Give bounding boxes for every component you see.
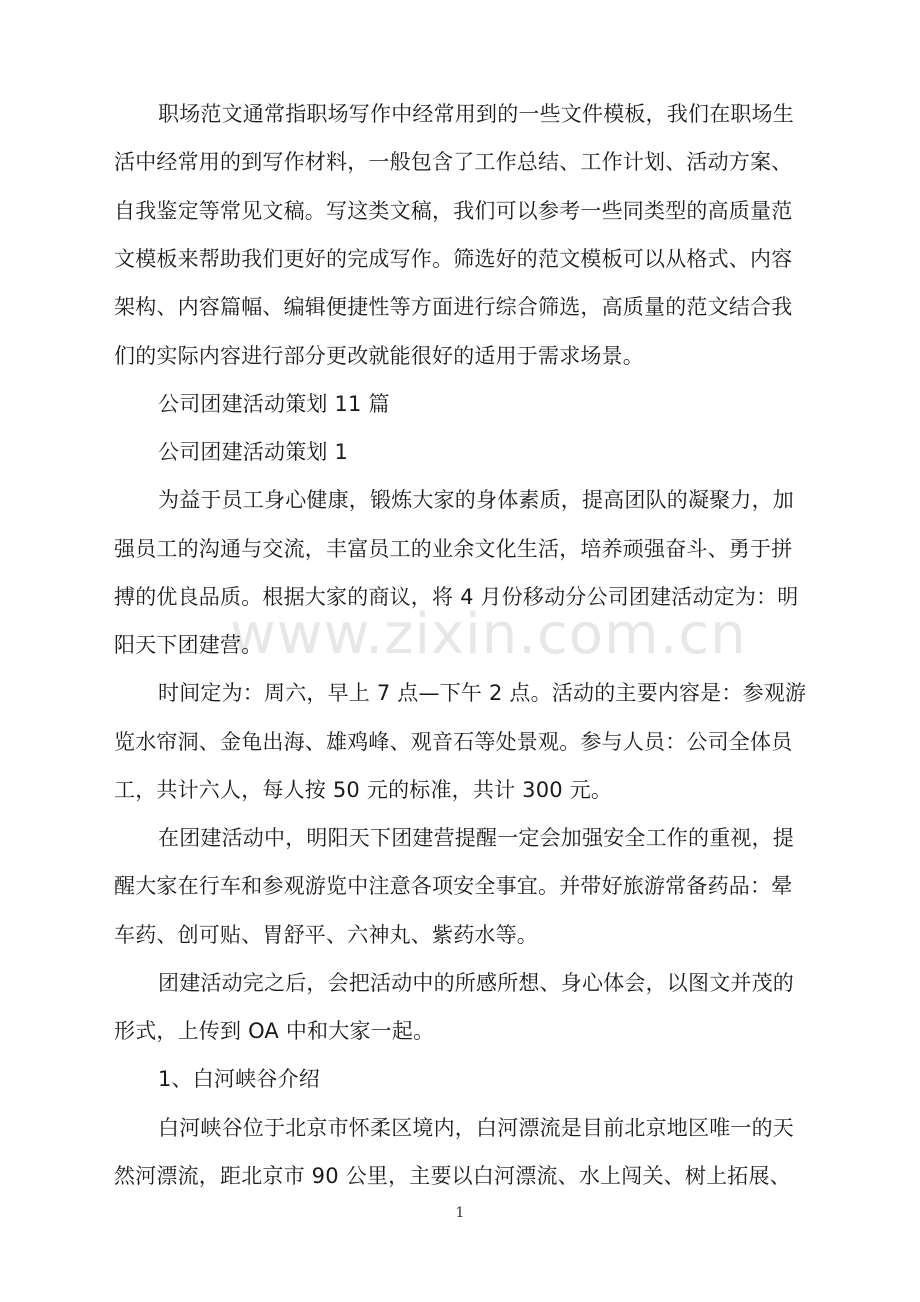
text-line: 时间定为：周六，早上 7 点—下午 2 点。活动的主要内容是：参观游 [158,681,807,705]
page-number: 1 [455,1205,465,1221]
text-line: 团建活动完之后，会把活动中的所感所想、身心体会，以图文并茂的 [158,971,794,995]
text-line: 职场范文通常指职场写作中经常用到的一些文件模板，我们在职场生 [158,102,794,126]
section-heading: 公司团建活动策划 1 [158,440,349,464]
text-line: 们的实际内容进行部分更改就能很好的适用于需求场景。 [114,344,644,368]
text-line: 文模板来帮助我们更好的完成写作。筛选好的范文模板可以从格式、内容 [114,247,793,271]
text-line: 活中经常用的到写作材料，一般包含了工作总结、工作计划、活动方案、 [114,150,793,174]
text-line: 白河峡谷位于北京市怀柔区境内，白河漂流是目前北京地区唯一的天 [158,1116,794,1140]
text-line: 自我鉴定等常见文稿。写这类文稿，我们可以参考一些同类型的高质量范 [114,199,793,223]
text-line: 醒大家在行车和参观游览中注意各项安全事宜。并带好旅游常备药品：晕 [114,874,793,898]
document-title: 公司团建活动策划 11 篇 [158,392,390,416]
watermark: www.zixin.com.cn [230,602,747,667]
text-line: 阳天下团建营。 [114,633,263,657]
text-line: 然河漂流，距北京市 90 公里，主要以白河漂流、水上闯关、树上拓展、 [114,1164,791,1188]
text-line: 形式，上传到 OA 中和大家一起。 [114,1019,435,1043]
text-line: 工，共计六人，每人按 50 元的标准，共计 300 元。 [114,778,613,802]
text-line: 为益于员工身心健康，锻炼大家的身体素质，提高团队的凝聚力，加 [158,488,794,512]
subsection-heading: 1、白河峡谷介绍 [158,1067,320,1091]
text-line: 搏的优良品质。根据大家的商议，将 4 月份移动分公司团建活动定为：明 [114,585,799,609]
text-line: 车药、创可贴、胃舒平、六神丸、紫药水等。 [114,923,538,947]
text-line: 强员工的沟通与交流，丰富员工的业余文化生活，培养顽强奋斗、勇于拼 [114,537,793,561]
text-line: 架构、内容篇幅、编辑便捷性等方面进行综合筛选，高质量的范文结合我 [114,295,793,319]
text-line: 在团建活动中，明阳天下团建营提醒一定会加强安全工作的重视，提 [158,826,794,850]
text-line: 览水帘洞、金龟出海、雄鸡峰、观音石等处景观。参与人员：公司全体员 [114,730,793,754]
